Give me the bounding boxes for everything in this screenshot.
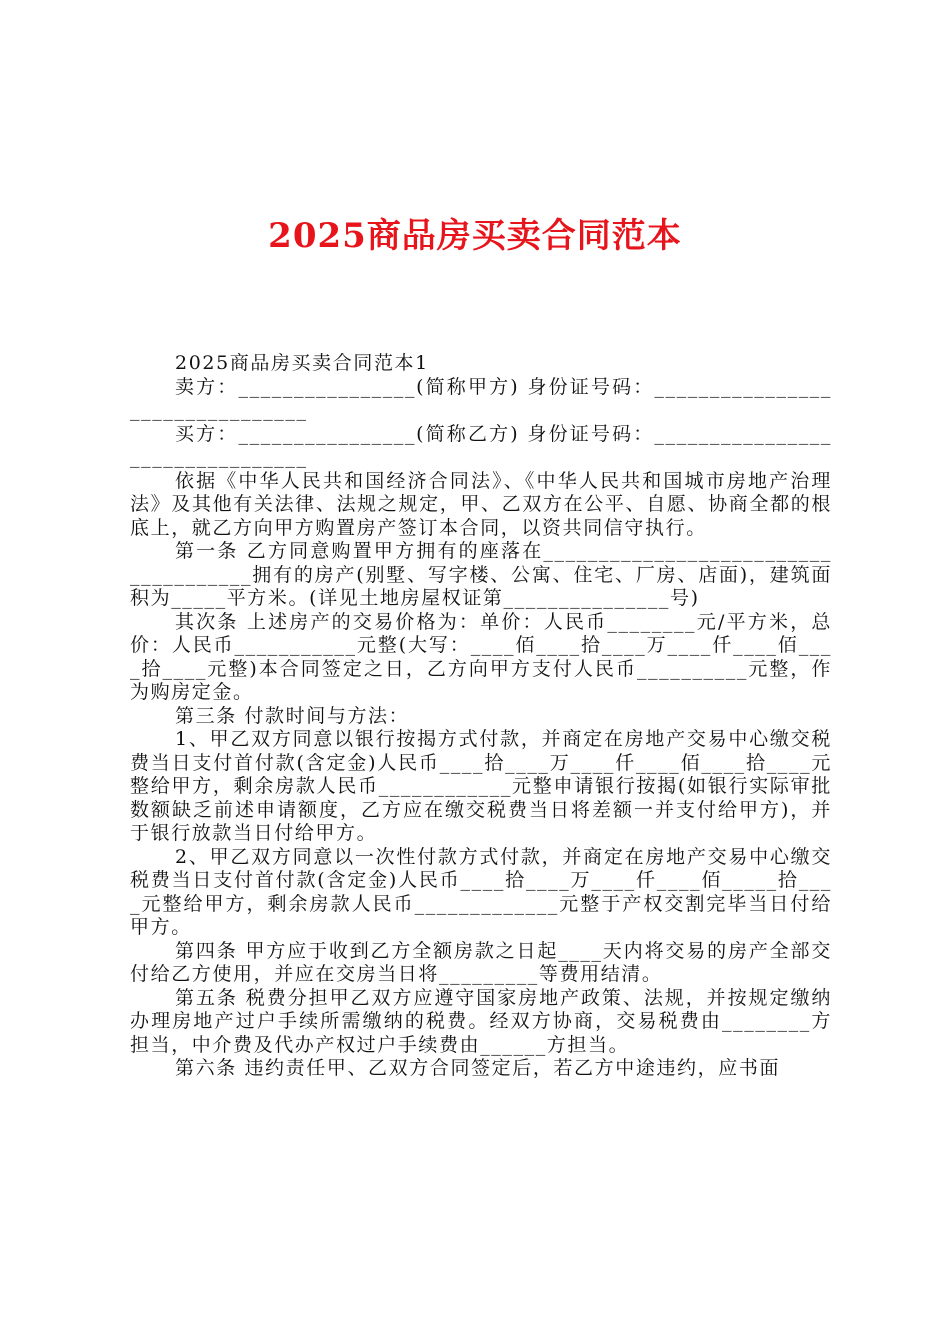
- seller-line: 卖方：________________(简称甲方) 身份证号码：________________________________: [130, 375, 832, 421]
- article-1: 第一条 乙方同意购置甲方拥有的座落在_____________________________________拥有的房产(别墅、写字楼、公寓、住宅、厂房、店面)，建筑面积为_____平方米。(详见土地房屋权证第_______________号): [130, 540, 832, 609]
- buyer-line: 买方：________________(简称乙方) 身份证号码：________________________________: [130, 422, 832, 468]
- article-3-heading: 第三条 付款时间与方法：: [175, 704, 410, 727]
- article-4: 第四条 甲方应于收到乙方全额房款之日起____天内将交易的房产全部交付给乙方使用，并应在交房当日将_________等费用结清。: [130, 939, 832, 985]
- preamble-paragraph: 依据《中华人民共和国经济合同法》、《中华人民共和国城市房地产治理法》及其他有关法律、法规之规定，甲、乙双方在公平、自愿、协商全都的根底上，就乙方向甲方购置房产签订本合同，以资共同信守执行。: [130, 469, 832, 539]
- document-body: [130, 352, 832, 1081]
- article-3-clause-1: 1、甲乙双方同意以银行按揭方式付款，并商定在房地产交易中心缴交税费当日支付首付款(含定金)人民币____拾____万____仟____佰____拾____元整给甲方，剩余房款人民币____________元整申请银行按揭(如银行实际审批数额缺乏前述申请额度，乙方应在缴交税费当日将差额一并支付给甲方)，并于银行放款当日付给甲方。: [130, 728, 832, 844]
- article-6: 第六条 违约责任甲、乙双方合同签定后，若乙方中途违约，应书面: [175, 1057, 781, 1079]
- contract-heading: 2025商品房买卖合同范本1: [175, 352, 429, 374]
- article-2: 其次条 上述房产的交易价格为：单价：人民币________元/平方米，总价：人民币___________元整(大写：____佰____拾____万____仟____佰____拾____元整)本合同签定之日，乙方向甲方支付人民币__________元整，作为购房定金。: [130, 610, 832, 703]
- document-title: 2025商品房买卖合同范本: [268, 216, 682, 256]
- article-3-clause-2: 2、甲乙双方同意以一次性付款方式付款，并商定在房地产交易中心缴交税费当日支付首付款(含定金)人民币____拾____万____仟____佰_____拾____元整给甲方，剩余房款人民币_____________元整于产权交割完毕当日付给甲方。: [130, 845, 832, 938]
- article-5: 第五条 税费分担甲乙双方应遵守国家房地产政策、法规，并按规定缴纳办理房地产过户手续所需缴纳的税费。经双方协商，交易税费由________方担当，中介费及代办产权过户手续费由______方担当。: [130, 986, 832, 1056]
